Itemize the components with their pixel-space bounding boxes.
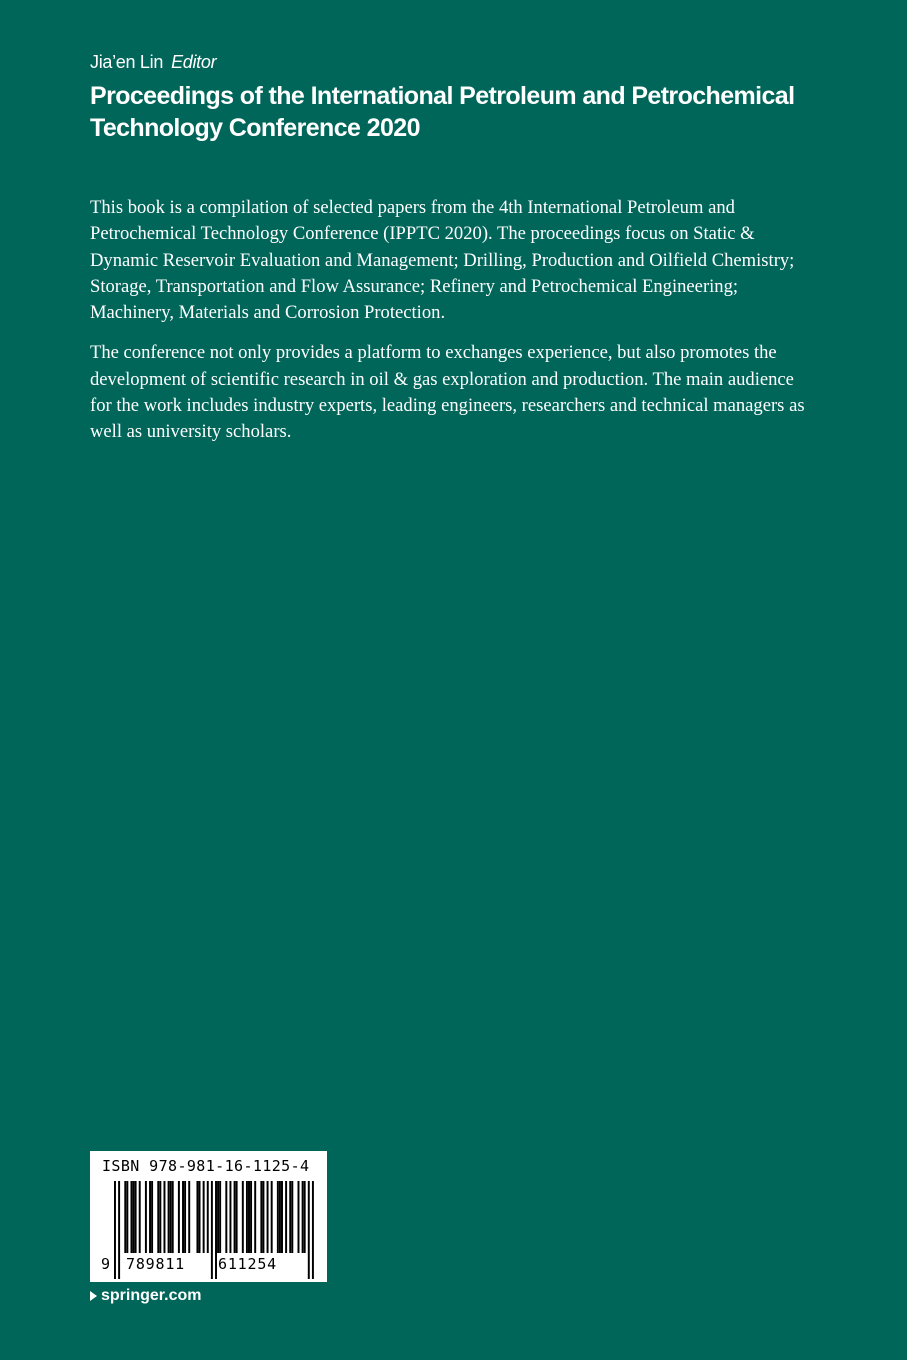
barcode-bar (135, 1181, 137, 1253)
barcode-bar (211, 1181, 213, 1279)
book-description (90, 195, 805, 460)
barcode-left-digits: 789811 (126, 1255, 185, 1273)
barcode-bar (217, 1181, 219, 1253)
barcode-bar (145, 1181, 147, 1253)
barcode-bar (168, 1181, 170, 1253)
barcode-bar (151, 1181, 153, 1253)
barcode-bar (262, 1181, 264, 1253)
barcode-bar (285, 1181, 287, 1253)
barcode-bar (234, 1181, 236, 1253)
barcode-bar (172, 1181, 174, 1253)
publisher-website-link[interactable] (90, 1287, 201, 1305)
barcode-bar (229, 1181, 231, 1253)
barcode-bar (304, 1181, 306, 1253)
barcode-bar (260, 1181, 262, 1253)
book-title: Proceedings of the International Petroleum and Petrochemical Technology Conference 2020 (90, 82, 795, 142)
editor-role: Editor (171, 52, 217, 72)
barcode-bar (254, 1181, 256, 1253)
barcode-bar (291, 1181, 293, 1253)
barcode-bar (203, 1181, 205, 1253)
barcode-bar (188, 1181, 190, 1253)
barcode-bar (184, 1181, 186, 1253)
barcode-right-digits: 611254 (218, 1255, 277, 1273)
barcode-bar (149, 1181, 151, 1253)
barcode-bar (207, 1181, 209, 1253)
barcode-bar (236, 1181, 238, 1253)
barcode-bar (178, 1181, 180, 1253)
description-paragraph-2: The conference not only provides a platform to exchanges experience, but also promotes the development of scientific research in oil & gas exploration and production. The main audience for the work includes industry experts, leading engineers, researchers and technical managers as well as university scholars. (90, 342, 805, 443)
barcode-bar (219, 1181, 221, 1253)
barcode-bar (196, 1181, 198, 1253)
barcode-bar (170, 1181, 172, 1253)
barcode-bar (250, 1181, 252, 1253)
barcode-bar (248, 1181, 250, 1253)
isbn-label: ISBN 978-981-16-1125-4 (102, 1157, 310, 1175)
barcode-bar (139, 1181, 141, 1253)
barcode-bar (281, 1181, 283, 1253)
barcode-bar (267, 1181, 269, 1253)
barcode-bar (130, 1181, 132, 1253)
editor-name: Jia’en Lin (90, 52, 164, 72)
barcode-bar (124, 1181, 126, 1253)
barcode-bar (298, 1181, 300, 1253)
barcode-bar (157, 1181, 159, 1253)
barcode-bar (114, 1181, 116, 1279)
editor-credit (90, 52, 216, 73)
arrow-right-icon (90, 1291, 97, 1301)
publisher-website-label: springer.com (101, 1287, 202, 1304)
barcode-bar (277, 1181, 279, 1253)
barcode-bar (182, 1181, 184, 1253)
barcode-bar (246, 1181, 248, 1253)
barcode-bar (308, 1181, 310, 1279)
barcode-first-digit: 9 (101, 1255, 111, 1273)
barcode-bar (199, 1181, 201, 1253)
barcode-bar (159, 1181, 161, 1253)
barcode-bar (163, 1181, 165, 1253)
isbn-barcode (90, 1151, 327, 1282)
description-paragraph-1: This book is a compilation of selected papers from the 4th International Petroleum and Petrochemical Technology Conference (IPPTC 2020). The proceedings focus on Static & Dynamic Reservoir Evaluation and Management; Drilling, Production and Oilfield Chemistry; Storage, Transportation and Flow Assurance; Refinery and Petrochemical Engineering; Machinery, Materials and Corrosion Protection. (90, 197, 795, 324)
barcode-bar (271, 1181, 273, 1253)
barcode-bar (215, 1181, 217, 1279)
barcode-bar (133, 1181, 135, 1253)
barcode-bar (312, 1181, 314, 1279)
barcode-bar (225, 1181, 227, 1253)
barcode-bar (242, 1181, 244, 1253)
barcode-bar (126, 1181, 128, 1253)
barcode-bar (118, 1181, 120, 1279)
barcode-bar (289, 1181, 291, 1253)
barcode-bar (279, 1181, 281, 1253)
barcode-bar (302, 1181, 304, 1253)
